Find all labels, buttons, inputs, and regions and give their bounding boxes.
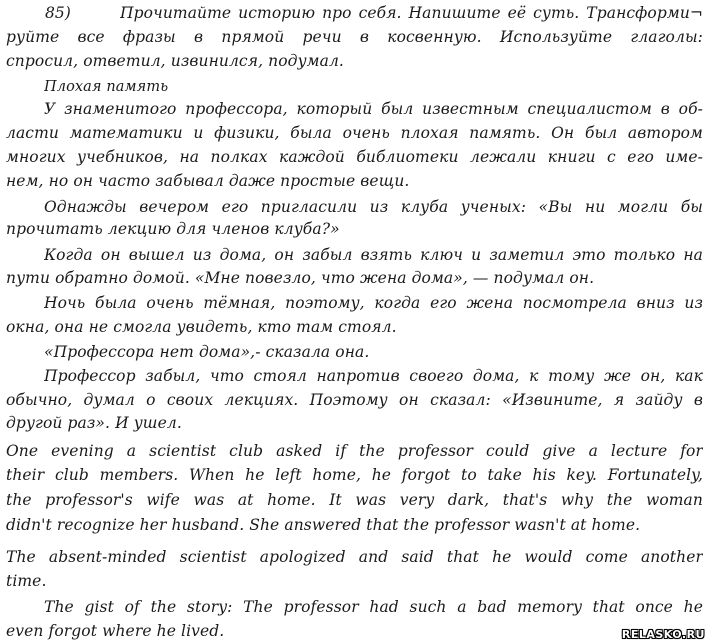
answer-line-7: The gist of the story: The professor had such a bad memory that once he bbox=[44, 598, 703, 616]
story-line-6: прочитать лекцию для членов клуба?» bbox=[6, 220, 340, 238]
task-line-1: Прочитайте историю про себя. Напишите её суть. Трансформи¬ bbox=[120, 4, 703, 22]
story-line-3: многих учебников, на полках каждой библиотеки лежали книги с его име- bbox=[6, 148, 703, 166]
story-line-11: «Профессора нет дома»,- сказала она. bbox=[44, 343, 370, 361]
story-line-14: другой раз». И ушел. bbox=[6, 414, 182, 432]
answer-line-5: The absent-minded scientist apologized and said that he would come another bbox=[6, 548, 703, 566]
story-line-13: обычно, думал о своих лекциях. Поэтому он сказал: «Извините, я зайду в bbox=[6, 391, 703, 409]
story-line-12: Профессор забыл, что стоял напротив своего дома, к тому же он, как bbox=[44, 367, 703, 385]
answer-line-8: even forgot where he lived. bbox=[6, 622, 225, 640]
answer-line-4: didn't recognize her husband. She answered that the professor wasn't at home. bbox=[6, 516, 641, 534]
story-line-8: пути обратно домой. «Мне повезло, что жена дома», — подумал он. bbox=[6, 269, 595, 287]
story-line-4: нем, но он часто забывал даже простые вещи. bbox=[6, 172, 410, 190]
exercise-number: 85) bbox=[45, 4, 71, 22]
task-line-3: спросил, ответил, извинился, подумал. bbox=[6, 52, 344, 70]
story-title: Плохая память bbox=[44, 79, 169, 95]
story-line-5: Однажды вечером его пригласили из клуба ученых: «Вы ни могли бы bbox=[44, 198, 703, 216]
story-line-9: Ночь была очень тёмная, поэтому, когда его жена посмотрела вниз из bbox=[44, 294, 703, 312]
story-line-10: окна, она не смогла увидеть, кто там стоял. bbox=[6, 318, 397, 336]
answer-line-3: the professor's wife was at home. It was very dark, that's why the woman bbox=[6, 491, 703, 509]
site-watermark: RELASKO.RU bbox=[621, 628, 705, 641]
task-line-2: руйте все фразы в прямой речи в косвенную. Используйте глаголы: bbox=[6, 28, 703, 46]
story-line-2: ласти математики и физики, была очень плохая память. Он был автором bbox=[6, 124, 703, 142]
story-line-7: Когда он вышел из дома, он забыл взять ключ и заметил это только на bbox=[44, 246, 703, 264]
answer-line-2: their club members. When he left home, he forgot to take his key. Fortunately, bbox=[6, 466, 703, 484]
answer-line-6: time. bbox=[6, 572, 47, 590]
answer-line-1: One evening a scientist club asked if the professor could give a lecture for bbox=[6, 442, 703, 460]
story-line-1: У знаменитого профессора, который был известным специалистом в об- bbox=[44, 100, 703, 118]
